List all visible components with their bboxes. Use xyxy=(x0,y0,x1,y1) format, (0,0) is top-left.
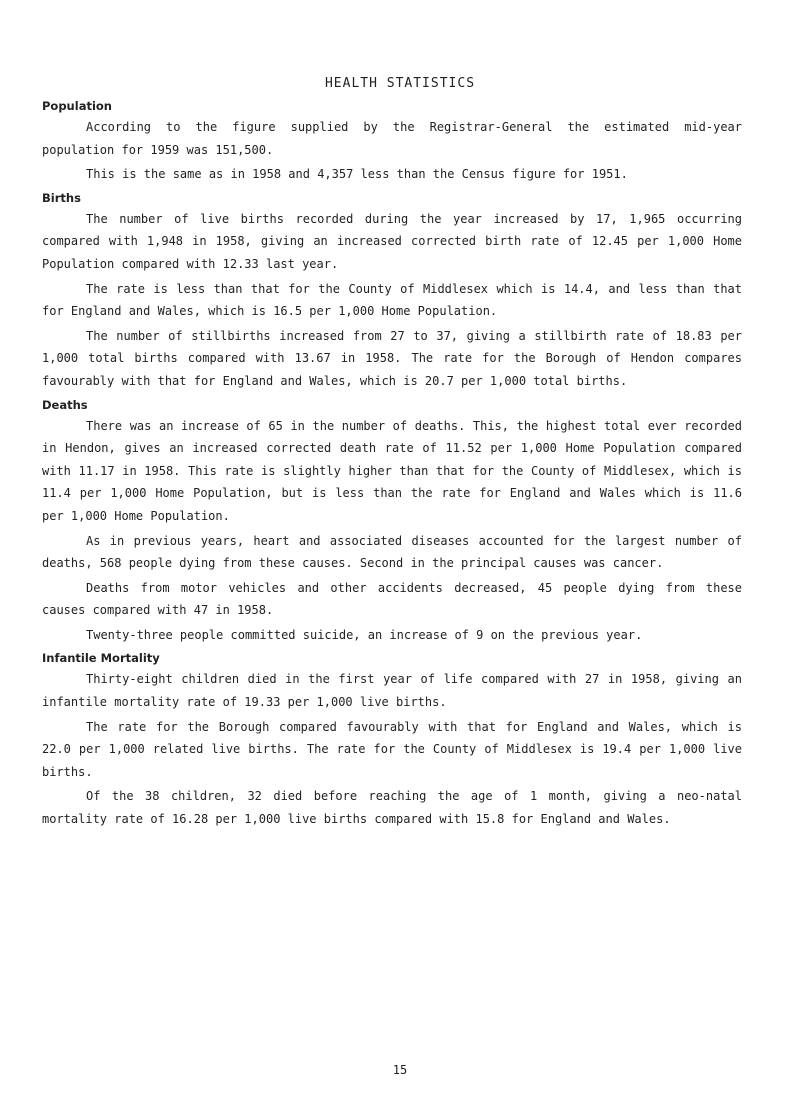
paragraph: The rate for the Borough compared favourably with that for England and Wales, which is 22.0 per 1,000 related live births. The rate for the County of Middlesex is 19.4 per 1,000 live births. xyxy=(42,719,742,779)
paragraph: There was an increase of 65 in the number of deaths. This, the highest total ever recorded in Hendon, gives an increased corrected death rate of 11.52 per 1,000 Home Population compared with 11.17 in 1958. This rate is slightly higher than that for the County of Middlesex, which is 11.4 per 1,000 Home Population, but is less than the rate for England and Wales which is 11.6 per 1,000 Home Population. xyxy=(42,418,742,523)
section-deaths xyxy=(42,395,742,649)
page-title: HEALTH STATISTICS xyxy=(324,76,476,91)
section-heading: Infantile Mortality xyxy=(42,651,160,666)
section-infantile-mortality xyxy=(42,648,742,832)
section-heading: Population xyxy=(42,99,112,113)
paragraph: The rate is less than that for the County of Middlesex which is 14.4, and less than that for England and Wales, which is 16.5 per 1,000 Home Population. xyxy=(42,281,742,319)
paragraph: Of the 38 children, 32 died before reaching the age of 1 month, giving a neo-natal mortality rate of 16.28 per 1,000 live births compared with 15.8 for England and Wales. xyxy=(42,789,742,827)
paragraph: Twenty-three people committed suicide, an increase of 9 on the previous year. xyxy=(86,627,643,642)
page-number: 15 xyxy=(392,1063,408,1077)
section-population xyxy=(42,96,742,188)
paragraph: This is the same as in 1958 and 4,357 less than the Census figure for 1951. xyxy=(86,167,628,182)
section-heading: Deaths xyxy=(42,397,88,412)
paragraph: The number of stillbirths increased from 27 to 37, giving a stillbirth rate of 18.83 per 1,000 total births compared with 13.67 in 1958. The rate for the Borough of Hendon compares favourably with that for England and Wales, which is 20.7 per 1,000 total births. xyxy=(42,328,742,388)
section-births xyxy=(42,188,742,395)
paragraph: According to the figure supplied by the Registrar-General the estimated mid-year population for 1959 was 151,500. xyxy=(42,120,742,157)
document-body xyxy=(42,96,742,833)
section-heading: Births xyxy=(42,190,81,205)
paragraph: Deaths from motor vehicles and other accidents decreased, 45 people dying from these causes compared with 47 in 1958. xyxy=(42,580,742,618)
paragraph: As in previous years, heart and associated diseases accounted for the largest number of deaths, 568 people dying from these causes. Second in the principal causes was cancer. xyxy=(42,533,742,571)
paragraph: The number of live births recorded during the year increased by 17, 1,965 occurring compared with 1,948 in 1958, giving an increased corrected birth rate of 12.45 per 1,000 Home Population compared with 12.33 last year. xyxy=(42,211,742,271)
paragraph: Thirty-eight children died in the first year of life compared with 27 in 1958, giving an infantile mortality rate of 19.33 per 1,000 live births. xyxy=(42,672,742,710)
